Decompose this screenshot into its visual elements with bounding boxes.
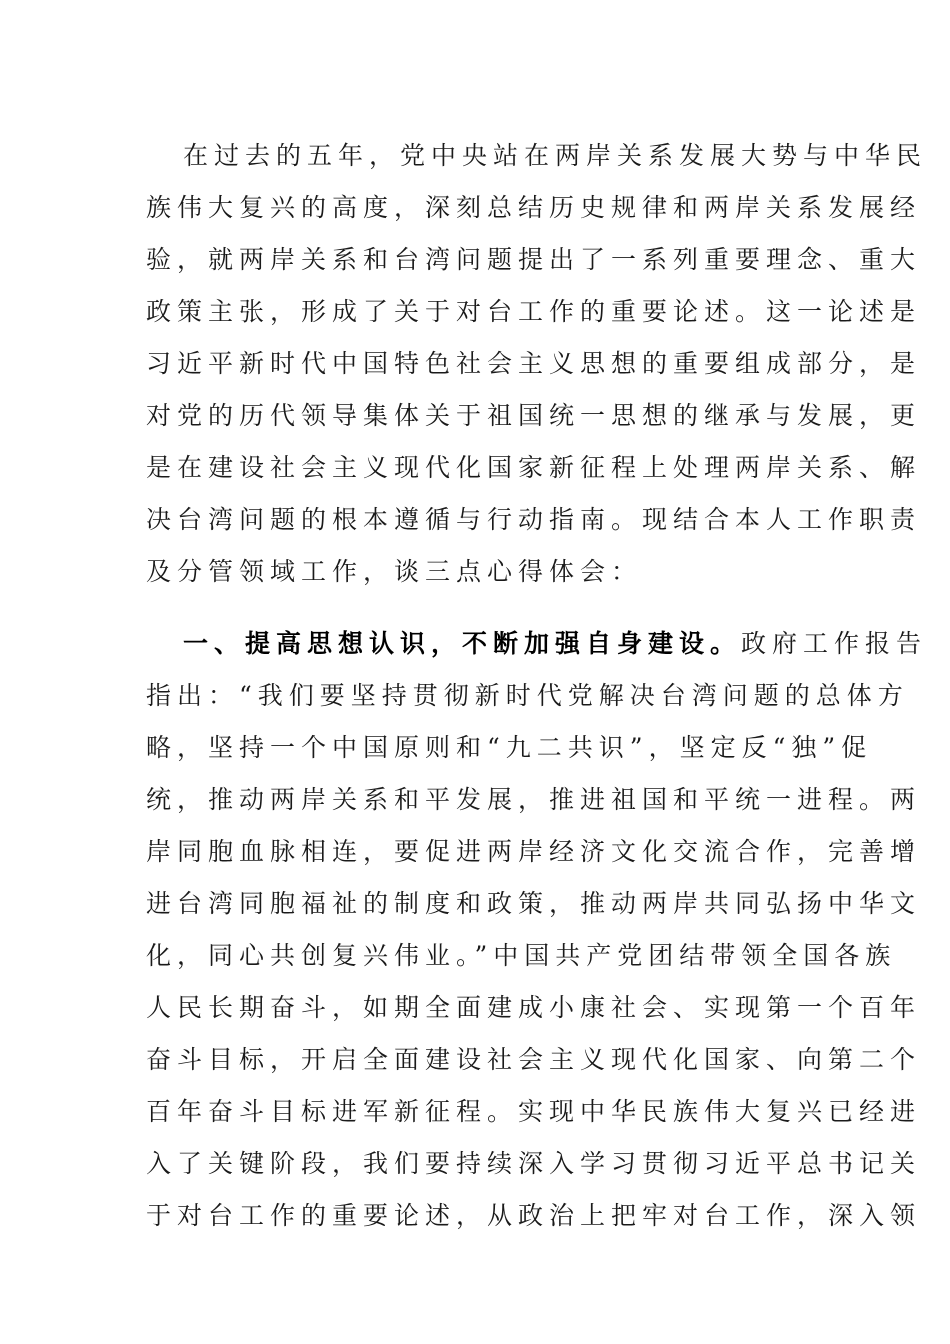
text-line: 人民长期奋斗，如期全面建成小康社会、实现第一个百年 [146, 993, 922, 1022]
text-line: 及分管领域工作，谈三点心得体会： [146, 557, 643, 586]
text-line: 在过去的五年，党中央站在两岸关系发展大势与中华民 [183, 141, 928, 170]
text-line: 决台湾问题的根本遵循与行动指南。现结合本人工作职责 [146, 505, 922, 534]
text-line: 统，推动两岸关系和平发展，推进祖国和平统一进程。两 [146, 785, 922, 814]
text-line: 验，就两岸关系和台湾问题提出了一系列重要理念、重大 [146, 245, 922, 274]
text-line: 化，同心共创复兴伟业。”中国共产党团结带领全国各族 [146, 941, 897, 970]
section-heading: 一、提高思想认识，不断加强自身建设。 [183, 629, 742, 658]
text-line: 政策主张，形成了关于对台工作的重要论述。这一论述是 [146, 297, 922, 326]
paragraph-intro [146, 130, 928, 598]
text-line: 进台湾同胞福祉的制度和政策，推动两岸共同弘扬中华文 [146, 889, 922, 918]
text-line: 指出：“我们要坚持贯彻新时代党解决台湾问题的总体方 [146, 681, 909, 710]
text-line: 族伟大复兴的高度，深刻总结历史规律和两岸关系发展经 [146, 193, 922, 222]
text-line: 百年奋斗目标进军新征程。实现中华民族伟大复兴已经进 [146, 1097, 922, 1126]
text-line: 于对台工作的重要论述，从政治上把牢对台工作，深入领 [146, 1201, 922, 1230]
paragraph-gap [146, 598, 806, 618]
text-line [146, 618, 928, 670]
document-body [146, 130, 928, 1242]
text-line: 入了关键阶段，我们要持续深入学习贯彻习近平总书记关 [146, 1149, 922, 1178]
text-line: 习近平新时代中国特色社会主义思想的重要组成部分，是 [146, 349, 922, 378]
text-line: 对党的历代领导集体关于祖国统一思想的继承与发展，更 [146, 401, 922, 430]
paragraph-section-one [146, 618, 928, 1242]
heading-line-rest: 政府工作报告 [741, 629, 928, 658]
text-line: 岸同胞血脉相连，要促进两岸经济文化交流合作，完善增 [146, 837, 922, 866]
text-line: 略，坚持一个中国原则和“九二共识”，坚定反“独”促 [146, 733, 873, 762]
text-line: 奋斗目标，开启全面建设社会主义现代化国家、向第二个 [146, 1045, 922, 1074]
text-line: 是在建设社会主义现代化国家新征程上处理两岸关系、解 [146, 453, 922, 482]
